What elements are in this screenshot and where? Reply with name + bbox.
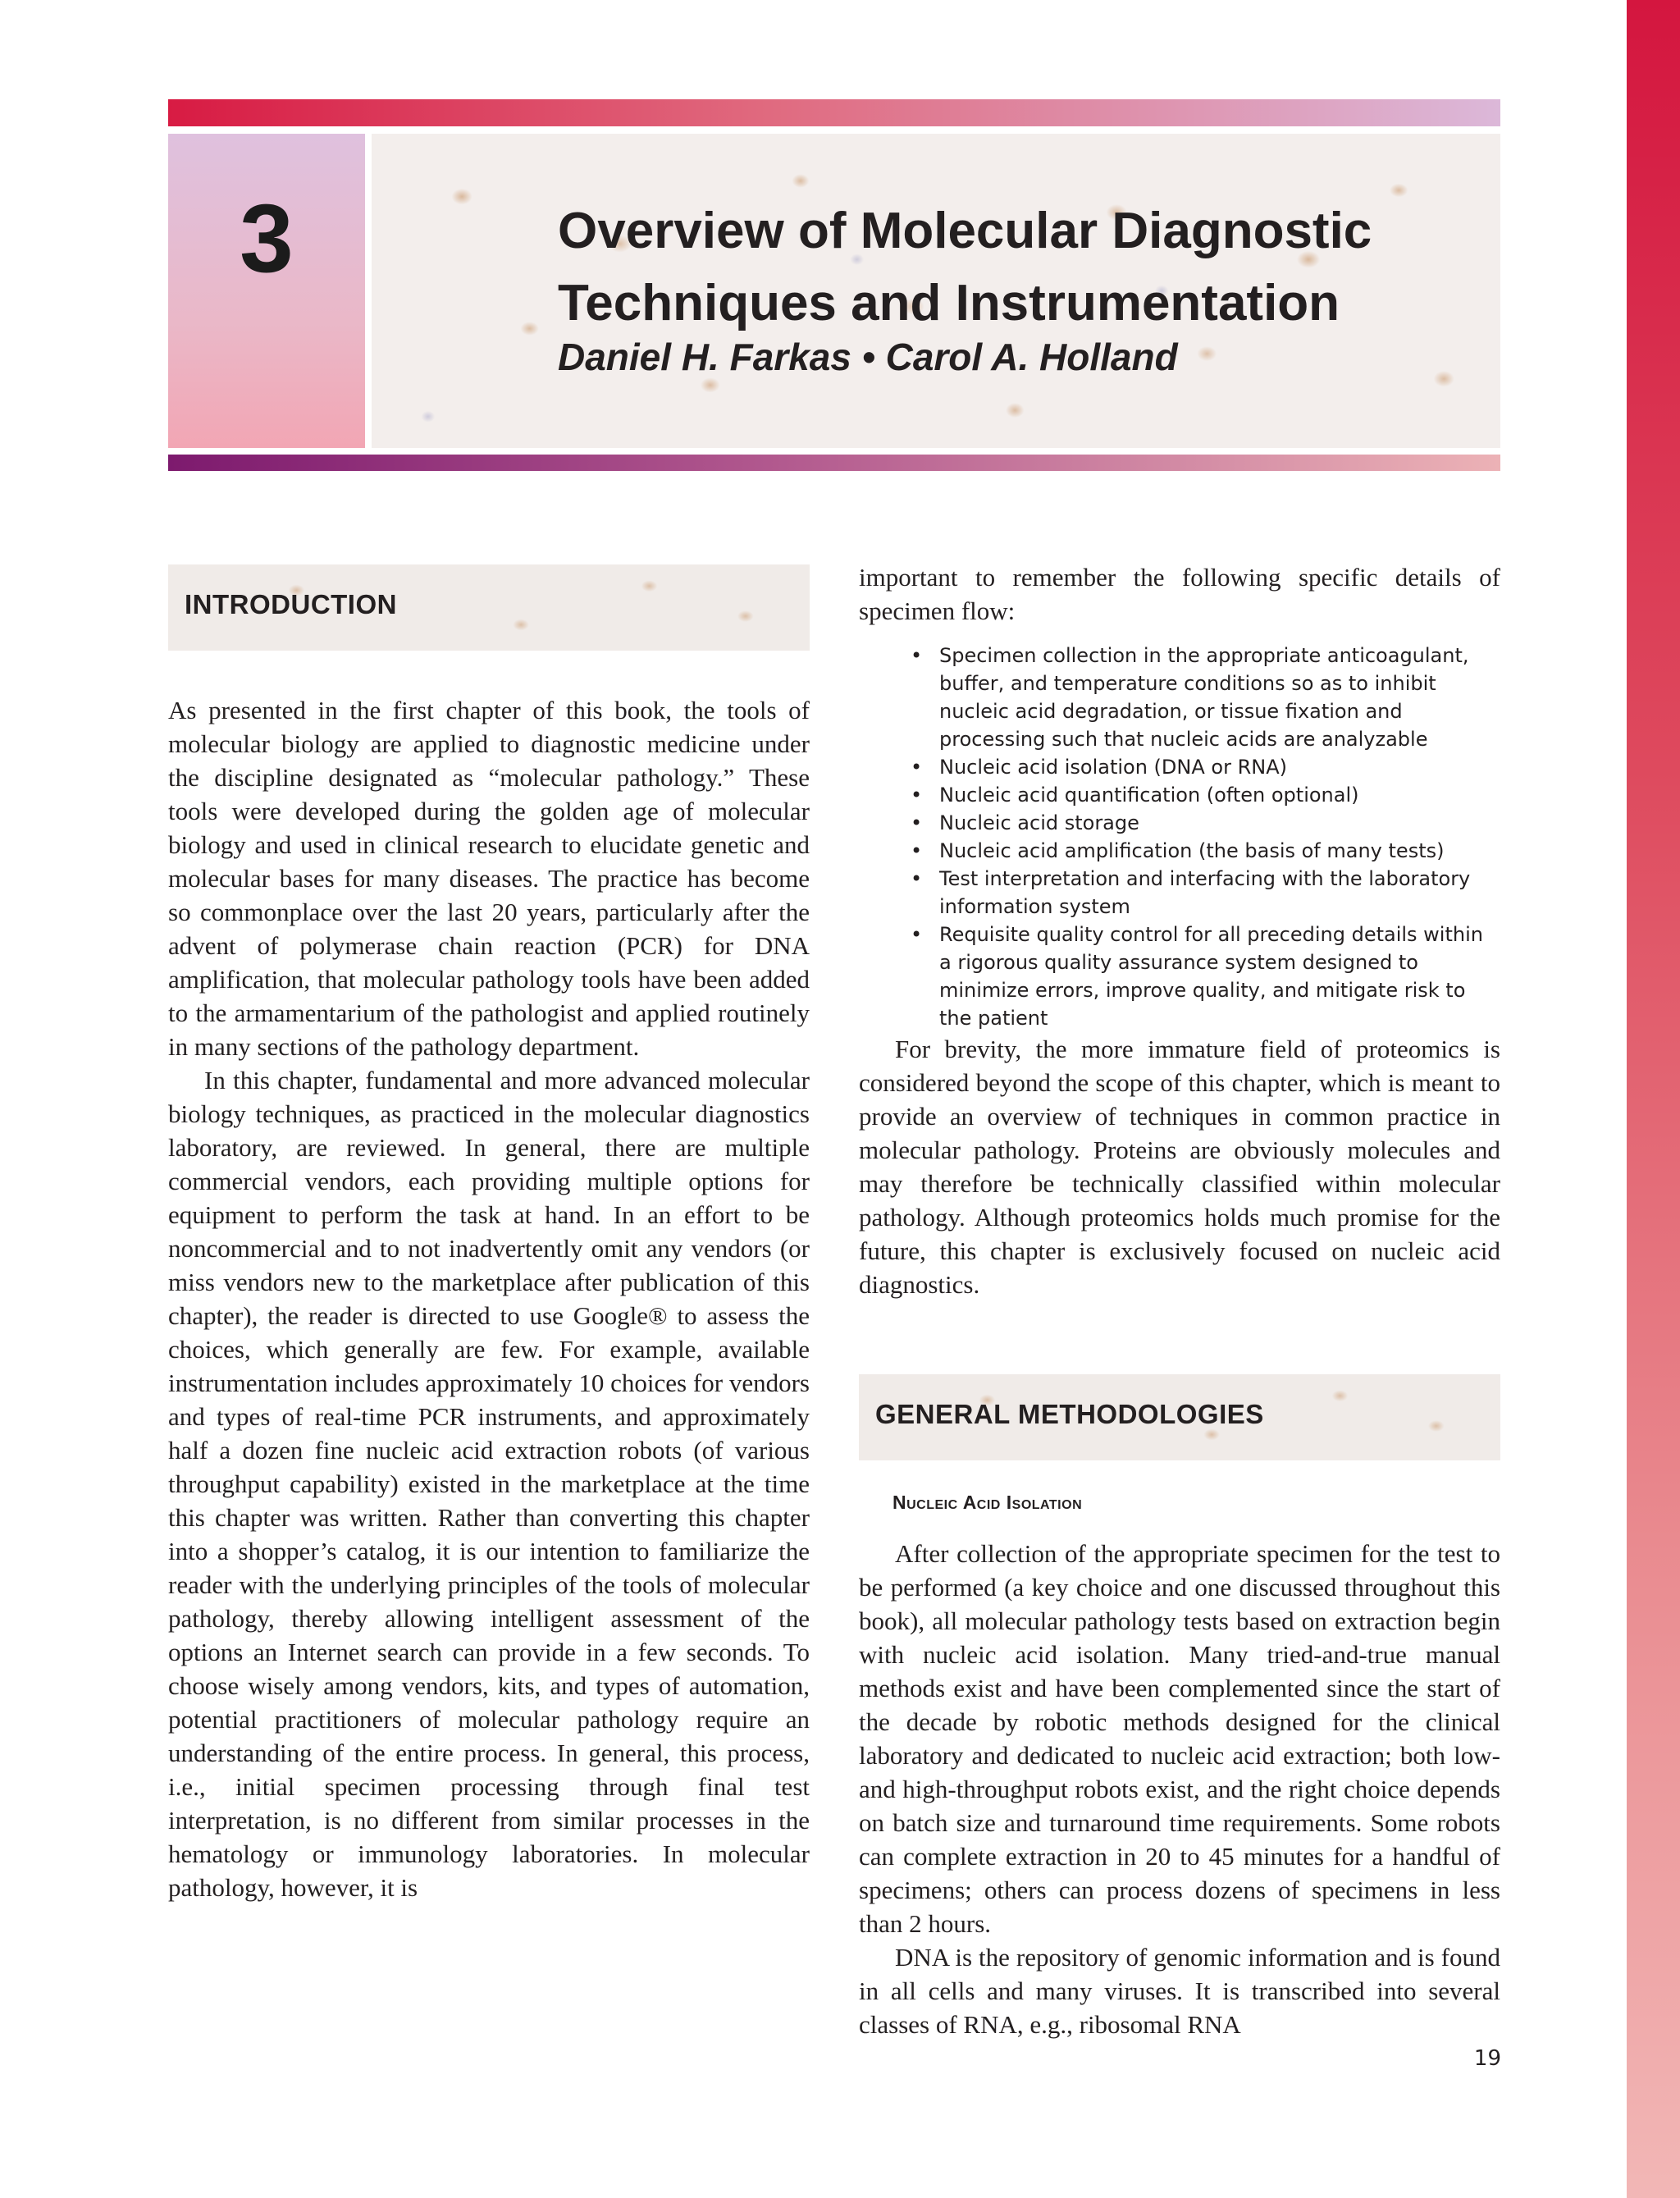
introduction-banner [168,564,810,651]
specimen-flow-intro [859,560,1500,628]
isolation-text [859,1537,1500,2041]
introduction-heading: INTRODUCTION [185,589,397,619]
chapter-number-box [168,134,365,448]
list-item: • Nucleic acid amplification (the basis of many tests) [894,837,1486,865]
header-bottom-bar [168,455,1500,471]
specimen-flow-list [894,642,1486,1032]
isolation-paragraph-2: DNA is the repository of genomic information and is found in all cells and many viruses. It is transcribed into several classes of RNA, e.g., ribosomal RNA [859,1943,1500,2039]
intro-paragraph-1: As presented in the first chapter of this book, the tools of molecular biology are applied to diagnostic medicine under the discipline designated as “molecular pathology.” These tools were developed during the golden age of molecular biology and used in clinical research to elucidate genetic and molecular bases for many diseases. The practice has become so commonplace over the last 20 years, particularly after the advent of polymerase chain reaction (PCR) for DNA amplification, that molecular pathology tools have been added to the armamentarium of the pathologist and applied routinely in many sections of the pathology department. [168,696,810,1061]
general-methodologies-heading: GENERAL METHODOLOGIES [875,1399,1264,1429]
chapter-title: Overview of Molecular Diagnostic Techniques and Instrumentation [558,203,1372,331]
chapter-number: 3 [240,185,294,293]
specimen-flow-intro-text: important to remember the following specific details of specimen flow: [859,563,1500,625]
header-top-bar [168,99,1500,126]
isolation-paragraph-1: After collection of the appropriate specimen for the test to be performed (a key choice and one discussed throughout this book), all molecular pathology tests based on extraction begin with nucleic acid isolation. Many tried-and-true manual methods exist and have been complemented since the start of the decade by robotic methods designed for the clinical laboratory and dedicated to nucleic acid extraction; both low- and high-throughput robots exist, and the right choice depends on batch size and turnaround time requirements. Some robots can complete extraction in 20 to 45 minutes for a handful of specimens; others can process dozens of specimens in less than 2 hours. [859,1539,1500,1938]
page-number: 19 [1473,2046,1501,2071]
proteomics-paragraph-text: For brevity, the more immature field of proteomics is considered beyond the scope of this chapter, which is meant to provide an overview of techniques in common practice in molecular pathology. Proteins are obviously molecules and may therefore be technically classified within molecular pathology. Although proteomics holds much promise for the future, this chapter is exclusively focused on nucleic acid diagnostics. [859,1035,1500,1299]
list-item: • Test interpretation and interfacing with the laboratory information system [894,865,1486,921]
list-item: • Requisite quality control for all preceding details within a rigorous quality assurance system designed to minimize errors, improve quality, and mitigate risk to the patient [894,921,1486,1032]
list-item: • Nucleic acid storage [894,809,1486,837]
left-column-text [168,693,810,1904]
nucleic-acid-isolation-subheading: Nucleic Acid Isolation [892,1492,1083,1513]
list-item: • Nucleic acid quantification (often optional) [894,781,1486,809]
list-item: • Nucleic acid isolation (DNA or RNA) [894,753,1486,781]
intro-paragraph-2: In this chapter, fundamental and more advanced molecular biology techniques, as practiced in the molecular diagnostics laboratory, are reviewed. In general, there are multiple commercial vendors, each providing multiple options for equipment to perform the task at hand. In an effort to be noncommercial and to not inadvertently omit any vendors (or miss vendors new to the marketplace after publication of this chapter), the reader is directed to use Google® to assess the choices, which generally are few. For example, available instrumentation includes approximately 10 choices for vendors and types of real-time PCR instruments, and approximately half a dozen fine nucleic acid extraction robots (of various throughput capability) existed in the marketplace at the time this chapter was written. Rather than converting this chapter into a shopper’s catalog, it is our intention to familiarize the reader with the underlying principles of the tools of molecular pathology, thereby allowing intelligent assessment of the options an Internet search can provide in a few seconds. To choose wisely among vendors, kits, and types of automation, potential practitioners of molecular pathology require an understanding of the entire process. In general, this process, i.e., initial specimen processing through final test interpretation, is no different from similar processes in the hematology or immunology laboratories. In molecular pathology, however, it is [168,1066,810,1902]
list-item: • Specimen collection in the appropriate anticoagulant, buffer, and temperature conditions so as to inhibit nucleic acid degradation, or tissue fixation and processing such that nucleic acids are analyzable [894,642,1486,753]
side-color-band [1627,0,1680,2198]
general-methodologies-banner [859,1374,1500,1460]
chapter-authors: Daniel H. Farkas • Carol A. Holland [558,336,1178,378]
proteomics-paragraph [859,1032,1500,1301]
